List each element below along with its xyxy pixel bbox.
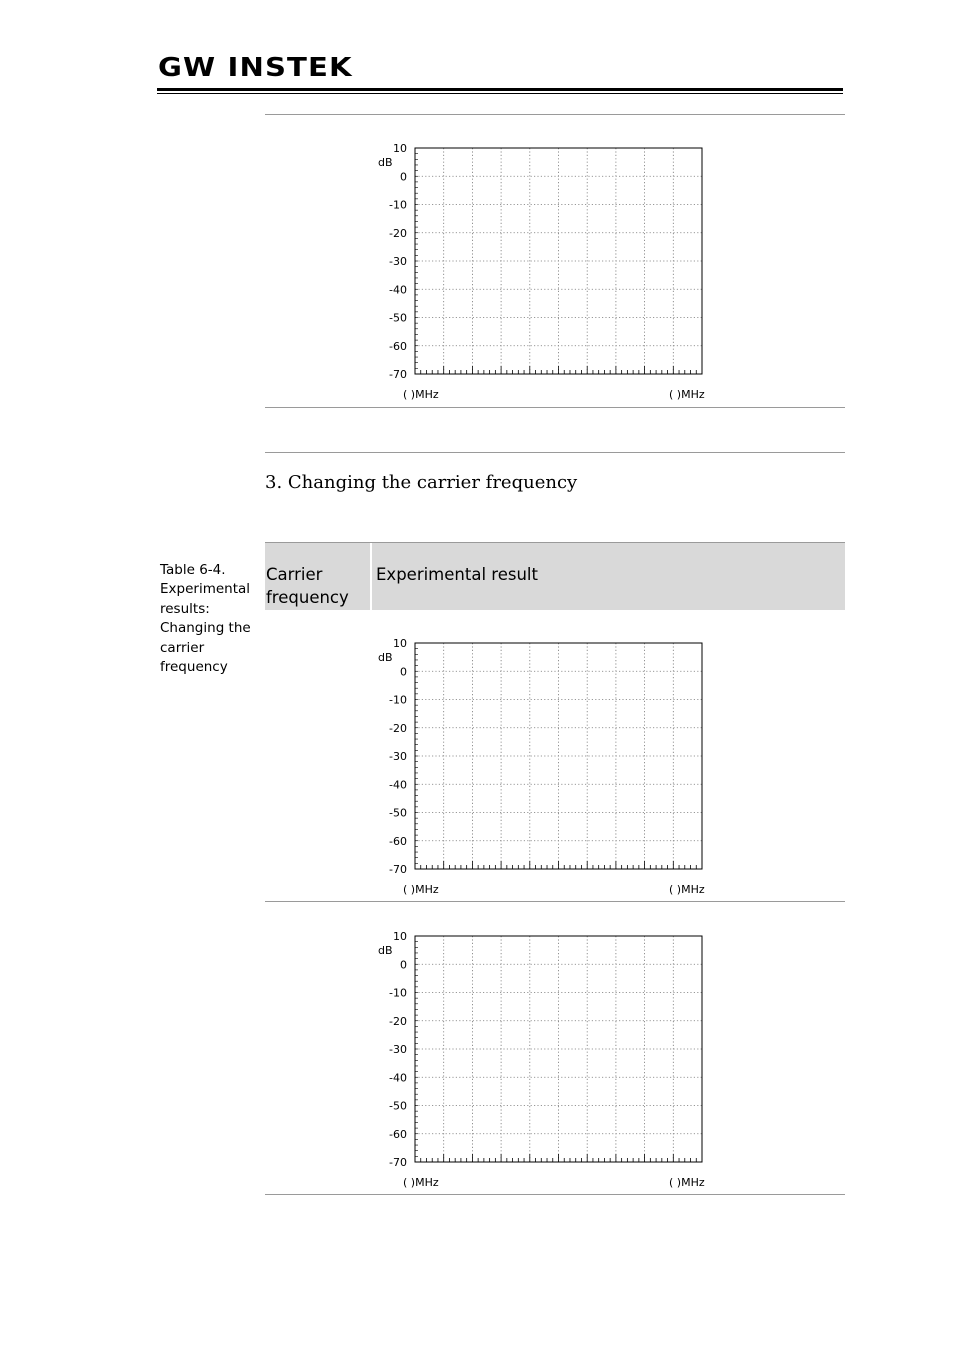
y-tick-label: -70	[389, 1156, 407, 1169]
y-tick-label: -30	[389, 750, 407, 763]
spectrum-plot-2	[375, 633, 735, 907]
caption-line: frequency	[160, 659, 228, 676]
y-tick-label: -50	[389, 806, 407, 820]
spectrum-plot-2-svg	[375, 633, 735, 903]
x-axis-left-label: ( )MHz	[403, 883, 439, 896]
y-tick-label: -10	[389, 198, 407, 212]
y-tick-label: -30	[389, 255, 407, 268]
y-tick-label: -20	[389, 721, 407, 735]
y-tick-label: -60	[389, 1127, 407, 1141]
y-tick-label: -20	[389, 226, 407, 240]
table-header	[265, 542, 845, 610]
x-axis-right-label: ( )MHz	[669, 1176, 705, 1189]
y-axis-unit-label: dB	[378, 651, 393, 664]
y-tick-label: -70	[389, 368, 407, 381]
spectrum-plot-3	[375, 926, 735, 1200]
y-tick-label: -60	[389, 834, 407, 848]
y-tick-label: 10	[393, 142, 407, 155]
header-rule-thin	[157, 93, 843, 94]
header-rule-thick	[157, 88, 843, 91]
x-axis-right-label: ( )MHz	[669, 388, 705, 401]
header-cell-carrier-frequency	[265, 543, 372, 610]
y-tick-label: 0	[400, 170, 407, 184]
spectrum-plot-1	[375, 138, 735, 412]
caption-line: Experimental	[160, 581, 251, 598]
header-label-line: Carrier	[266, 565, 323, 584]
table-top-border	[265, 114, 845, 115]
y-tick-label: 10	[393, 637, 407, 650]
table-caption	[160, 561, 260, 677]
y-tick-label: -10	[389, 693, 407, 707]
y-tick-label: 0	[400, 665, 407, 679]
brand-logo: GW INSTEK	[158, 53, 353, 83]
caption-line: Changing the	[160, 620, 251, 637]
step-heading: 3. Changing the carrier frequency	[265, 472, 578, 493]
y-tick-label: -40	[389, 778, 407, 792]
y-axis-unit-label: dB	[378, 156, 393, 169]
header-label-line: frequency	[266, 588, 349, 607]
y-axis-unit-label: dB	[378, 944, 393, 957]
x-axis-left-label: ( )MHz	[403, 388, 439, 401]
spectrum-plot-3-svg	[375, 926, 735, 1196]
table-row-border	[265, 901, 845, 902]
header-carrier-frequency-label	[266, 563, 349, 609]
table-row-border	[265, 407, 845, 408]
caption-line: results:	[160, 600, 210, 617]
spectrum-plot-1-svg	[375, 138, 735, 408]
y-tick-label: 0	[400, 958, 407, 972]
x-axis-left-label: ( )MHz	[403, 1176, 439, 1189]
caption-line: Table 6-4.	[160, 562, 226, 578]
x-axis-right-label: ( )MHz	[669, 883, 705, 896]
caption-line: carrier	[160, 639, 205, 656]
y-tick-label: -10	[389, 986, 407, 1000]
header-experimental-result: Experimental result	[376, 565, 538, 584]
y-tick-label: -40	[389, 283, 407, 297]
y-tick-label: -20	[389, 1014, 407, 1028]
y-tick-label: -40	[389, 1071, 407, 1085]
y-tick-label: 10	[393, 930, 407, 943]
section-rule	[265, 452, 845, 453]
table-bottom-border	[265, 1194, 845, 1195]
y-tick-label: -30	[389, 1043, 407, 1056]
y-tick-label: -50	[389, 1099, 407, 1113]
y-tick-label: -70	[389, 863, 407, 876]
y-tick-label: -50	[389, 311, 407, 325]
y-tick-label: -60	[389, 339, 407, 353]
